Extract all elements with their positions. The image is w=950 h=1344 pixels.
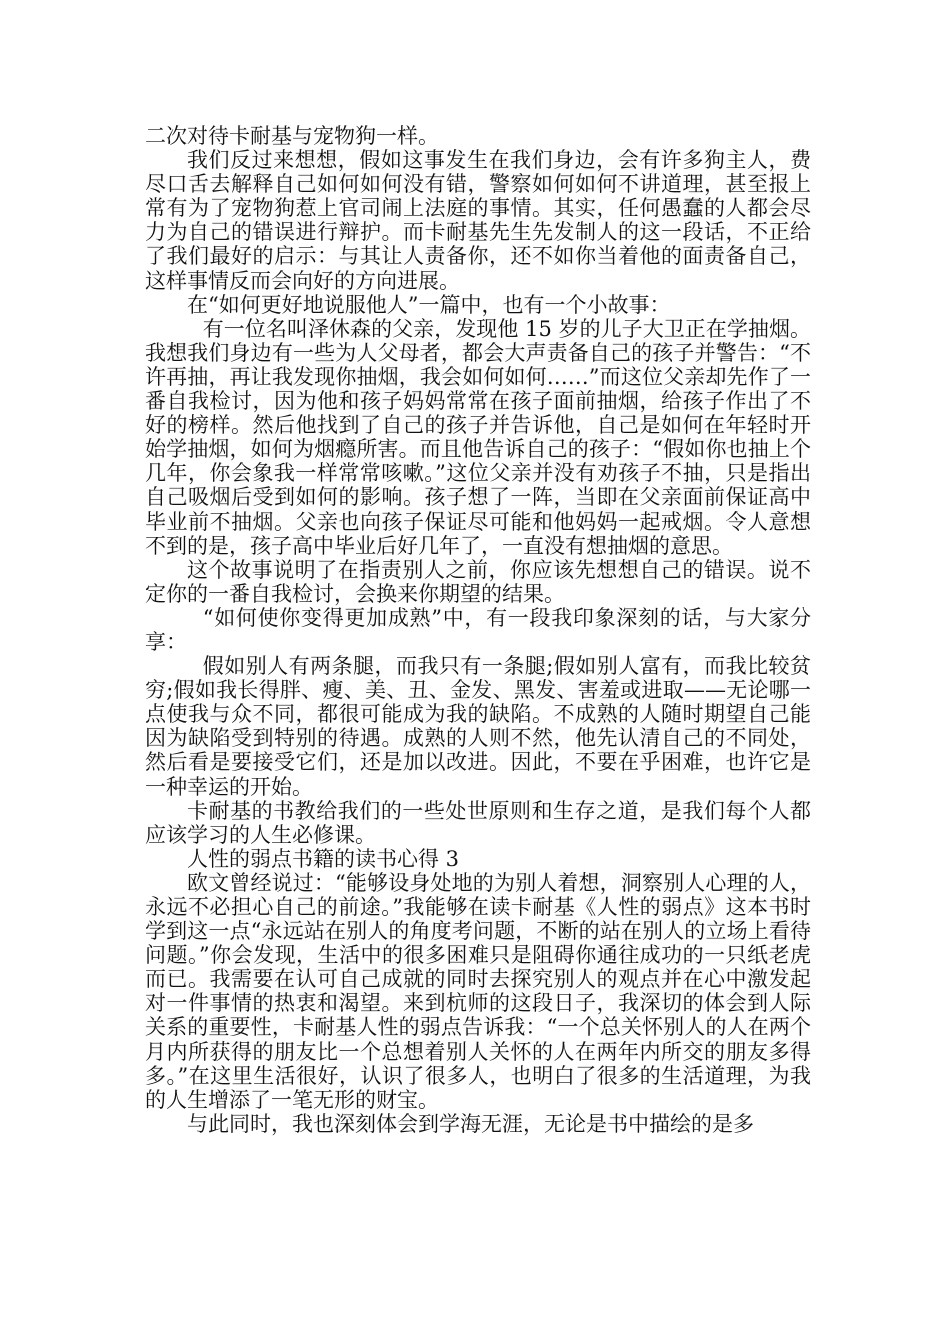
section-heading: 人性的弱点书籍的读书心得 3 <box>187 846 460 871</box>
document-body <box>145 124 811 1136</box>
paragraph: “如何使你变得更加成熟”中，有一段我印象深刻的话，与大家分享： <box>145 605 811 654</box>
paragraph: 假如别人有两条腿，而我只有一条腿;假如别人富有，而我比较贫穷;假如我长得胖、瘦、美、丑、金发、黑发、害羞或进取——无论哪一点使我与众不同，都很可能成为我的缺陷。不成熟的人随时期望自己能因为缺陷受到特别的待遇。成熟的人则不然，他先认清自己的不同处，然后看是要接受它们，还是加以改进。因此，不要在乎困难，也许它是一种幸运的开始。 <box>145 654 811 799</box>
paragraph: 这个故事说明了在指责别人之前，你应该先想想自己的错误。说不定你的一番自我检讨，会换来你期望的结果。 <box>145 557 811 606</box>
paragraph: 与此同时，我也深刻体会到学海无涯，无论是书中描绘的是多 <box>187 1111 754 1136</box>
paragraph-continuation: 二次对待卡耐基与宠物狗一样。 <box>145 124 439 148</box>
paragraph: 欧文曾经说过：“能够设身处地的为别人着想，洞察别人心理的人，永远不必担心自己的前途。”我能够在读卡耐基《人性的弱点》这本书时学到这一点“永远站在别人的角度考问题，不断的站在别人的立场上看待问题。”你会发现，生活中的很多困难只是阻碍你通往成功的一只纸老虎而已。我需要在认可自己成就的同时去探究别人的观点并在心中激发起对一件事情的热衷和渴望。来到杭师的这段日子，我深切的体会到人际关系的重要性，卡耐基人性的弱点告诉我：“一个总关怀别人的人在两个月内所获得的朋友比一个总想着别人关怀的人在两年内所交的朋友多得多。”在这里生活很好，认识了很多人，也明白了很多的生活道理，为我的人生增添了一笔无形的财宝。 <box>145 870 811 1112</box>
paragraph: 有一位名叫泽休森的父亲，发现他 15 岁的儿子大卫正在学抽烟。我想我们身边有一些为人父母者，都会大声责备自己的孩子并警告：“不许再抽，再让我发现你抽烟，我会如何如何……”而这位父亲却先作了一番自我检讨，因为他和孩子妈妈常常在孩子面前抽烟，给孩子作出了不好的榜样。然后他找到了自己的孩子并告诉他，自己是如何在年轻时开始学抽烟，如何为烟瘾所害。而且他告诉自己的孩子：“假如你也抽上个几年，你会象我一样常常咳嗽。”这位父亲并没有劝孩子不抽，只是指出自己吸烟后受到如何的影响。孩子想了一阵，当即在父亲面前保证高中毕业前不抽烟。父亲也向孩子保证尽可能和他妈妈一起戒烟。令人意想不到的是，孩子高中毕业后好几年了，一直没有想抽烟的意思。 <box>145 316 811 558</box>
paragraph: 卡耐基的书教给我们的一些处世原则和生存之道，是我们每个人都应该学习的人生必修课。 <box>145 798 811 847</box>
paragraph: 我们反过来想想，假如这事发生在我们身边，会有许多狗主人，费尽口舌去解释自己如何如何没有错，警察如何如何不讲道理，甚至报上常有为了宠物狗惹上官司闹上法庭的事情。其实，任何愚蠢的人都会尽力为自己的错误进行辩护。而卡耐基先生先发制人的这一段话，不正给了我们最好的启示：与其让人责备你，还不如你当着他的面责备自己，这样事情反而会向好的方向进展。 <box>145 148 811 293</box>
paragraph: 在“如何更好地说服他人”一篇中，也有一个小故事： <box>187 292 671 317</box>
